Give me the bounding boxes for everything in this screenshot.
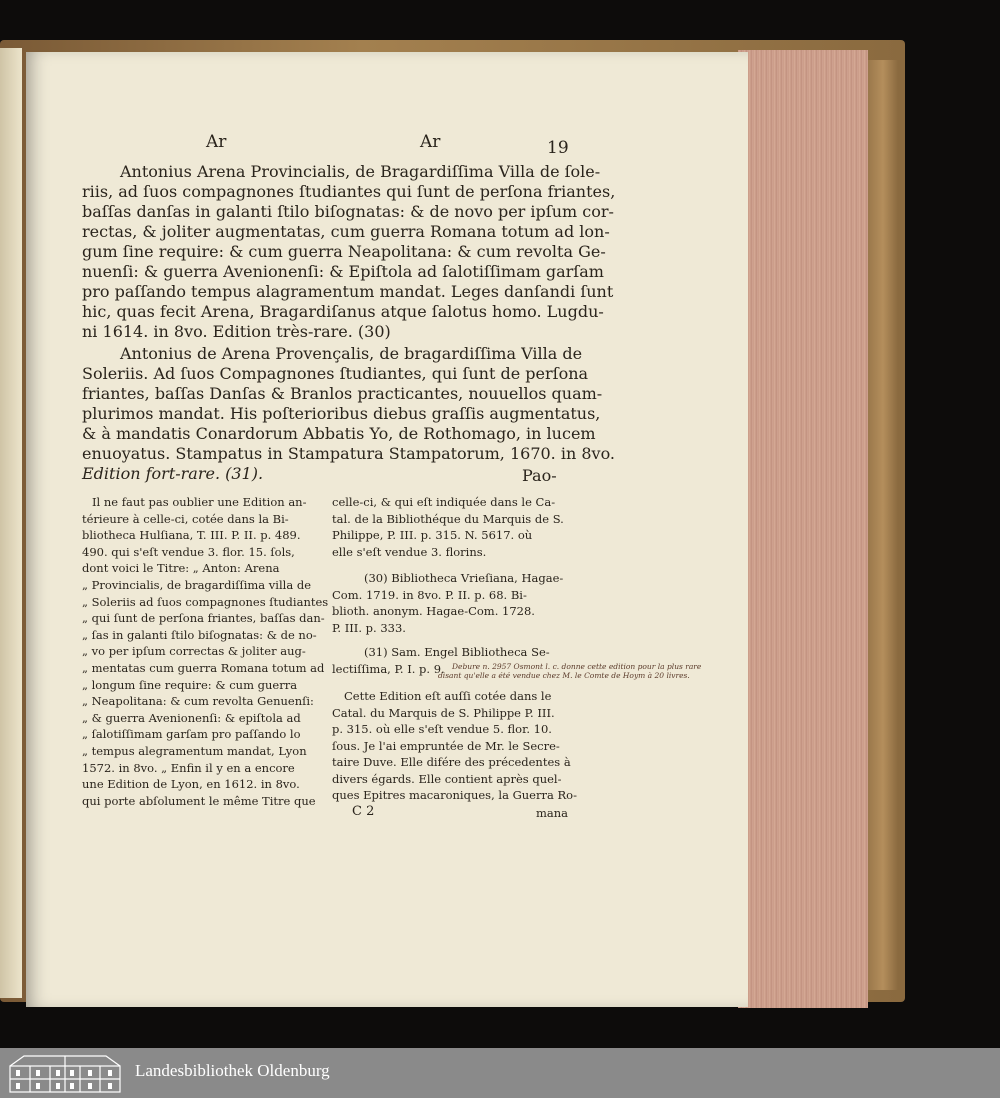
library-building-icon xyxy=(8,1052,122,1094)
main-line: plurimos mandat. His poſterioribus diebus graſſis augmentatus, xyxy=(82,404,601,423)
footnote-line: „ vo per ipſum correctas & joliter aug- xyxy=(82,644,306,658)
footnote-line: qui porte abſolument le même Titre que xyxy=(82,794,316,808)
footnote-line: Il ne faut pas oublier une Edition an- xyxy=(92,495,307,509)
main-line: ni 1614. in 8vo. Edition très-rare. (30) xyxy=(82,322,391,341)
footnote-line: ſous. Je l'ai empruntée de Mr. le Secre- xyxy=(332,739,560,753)
footnote-line: 1572. in 8vo. „ Enfin il y en a encore xyxy=(82,761,295,775)
footnote-line: „ ſas in galanti ſtilo biſognatas: & de no- xyxy=(82,628,317,642)
footnote-line: blioth. anonym. Hagae-Com. 1728. xyxy=(332,604,535,618)
main-line: Edition fort-rare. (31). xyxy=(82,464,264,483)
main-line: nuenſi: & guerra Avenionenſi: & Epiſtola ad ſalotiſſimam garſam xyxy=(82,262,604,281)
footnote-line: (30) Bibliotheca Vrieſiana, Hagae- xyxy=(364,571,564,585)
footnote-line: divers égards. Elle contient après quel- xyxy=(332,772,562,786)
footnote-line: lectiſſima, P. I. p. 9. xyxy=(332,662,445,676)
running-header-left: Ar xyxy=(206,132,227,152)
main-line: & à mandatis Conardorum Abbatis Yo, de Rothomago, in lucem xyxy=(82,424,596,443)
footnote-line: p. 315. où elle s'eſt vendue 5. flor. 10. xyxy=(332,722,552,736)
footnote-line: ques Epitres macaroniques, la Guerra Ro- xyxy=(332,788,577,802)
page-19 xyxy=(26,52,748,1007)
footnote-line: Com. 1719. in 8vo. P. II. p. 68. Bi- xyxy=(332,588,527,602)
running-header-center: Ar xyxy=(420,132,441,152)
main-line: rectas, & joliter augmentatas, cum guerra Romana totum ad lon- xyxy=(82,222,610,241)
catchword-top: Pao- xyxy=(522,466,557,485)
footnote-line: „ qui ſunt de perſona friantes, baſſas dan- xyxy=(82,611,325,625)
footnote-line: elle s'eſt vendue 3. florins. xyxy=(332,545,487,559)
handwritten-note-line: disant qu'elle a été vendue chez M. le Comte de Hoym à 20 livres. xyxy=(438,671,690,680)
footnote-line: tal. de la Bibliothéque du Marquis de S. xyxy=(332,512,564,526)
footnote-line: „ longum ſine require: & cum guerra xyxy=(82,678,298,692)
main-line: baſſas danſas in galanti ſtilo biſognatas: & de novo per ipſum cor- xyxy=(82,202,614,221)
footnote-line: une Edition de Lyon, en 1612. in 8vo. xyxy=(82,777,300,791)
library-footer xyxy=(0,1048,1000,1098)
footnote-line: Cette Edition eſt auſſi cotée dans le xyxy=(344,689,552,703)
main-line: Antonius Arena Provincialis, de Bragardiſſima Villa de ſole- xyxy=(120,162,601,181)
footnote-line: térieure à celle-ci, cotée dans la Bi- xyxy=(82,512,289,526)
footnote-line: „ Provincialis, de bragardiſſima villa de xyxy=(82,578,312,592)
footnote-line: Philippe, P. III. p. 315. N. 5617. où xyxy=(332,528,533,542)
main-line: Soleriis. Ad ſuos Compagnones ſtudiantes, qui ſunt de perſona xyxy=(82,364,589,383)
footnote-line: „ ſalotiſſimam garſam pro paſſando lo xyxy=(82,727,301,741)
cover-edge xyxy=(868,60,898,990)
page-edges xyxy=(738,50,868,1008)
left-page-edge xyxy=(0,48,22,998)
footnote-line: bliotheca Hulſiana, T. III. P. II. p. 489. xyxy=(82,528,301,542)
main-line: gum ſine require: & cum guerra Neapolitana: & cum revolta Ge- xyxy=(82,242,606,261)
main-line: riis, ad ſuos compagnones ſtudiantes qui ſunt de perſona friantes, xyxy=(82,182,616,201)
footnote-line: Catal. du Marquis de S. Philippe P. III. xyxy=(332,706,555,720)
footnote-line: „ & guerra Avenionenſi: & epiſtola ad xyxy=(82,711,301,725)
footnote-line: „ Soleriis ad ſuos compagnones ſtudiantes xyxy=(82,595,329,609)
footnote-line: dont voici le Titre: „ Anton: Arena xyxy=(82,561,280,575)
footnote-line: P. III. p. 333. xyxy=(332,621,406,635)
main-line: enuoyatus. Stampatus in Stampatura Stampatorum, 1670. in 8vo. xyxy=(82,444,616,463)
footnote-line: „ Neapolitana: & cum revolta Genuenſi: xyxy=(82,694,314,708)
catchword-bottom: mana xyxy=(536,806,569,820)
main-line: friantes, baſſas Danſas & Branlos practicantes, nouuellos quam- xyxy=(82,384,603,403)
footnote-line: taire Duve. Elle difére des précedentes à xyxy=(332,755,571,769)
footnote-line: (31) Sam. Engel Bibliotheca Se- xyxy=(364,645,550,659)
page-number: 19 xyxy=(547,138,569,158)
footnote-line: celle-ci, & qui eſt indiquée dans le Ca- xyxy=(332,495,556,509)
signature-mark: C 2 xyxy=(352,804,375,819)
library-name: Landesbibliothek Oldenburg xyxy=(135,1061,330,1080)
footnote-line: 490. qui s'eſt vendue 3. flor. 15. ſols, xyxy=(82,545,295,559)
main-line: hic, quas fecit Arena, Bragardiſanus atque ſalotus homo. Lugdu- xyxy=(82,302,604,321)
main-line: Antonius de Arena Provençalis, de bragardiſſima Villa de xyxy=(120,344,583,363)
main-line: pro paſſando tempus alagramentum mandat. Leges danſandi ſunt xyxy=(82,282,614,301)
footnote-line: „ tempus alegramentum mandat, Lyon xyxy=(82,744,307,758)
handwritten-note-line: Debure n. 2957 Osmont l. c. donne cette edition pour la plus rare xyxy=(452,662,702,671)
footnote-line: „ mentatas cum guerra Romana totum ad xyxy=(82,661,325,675)
